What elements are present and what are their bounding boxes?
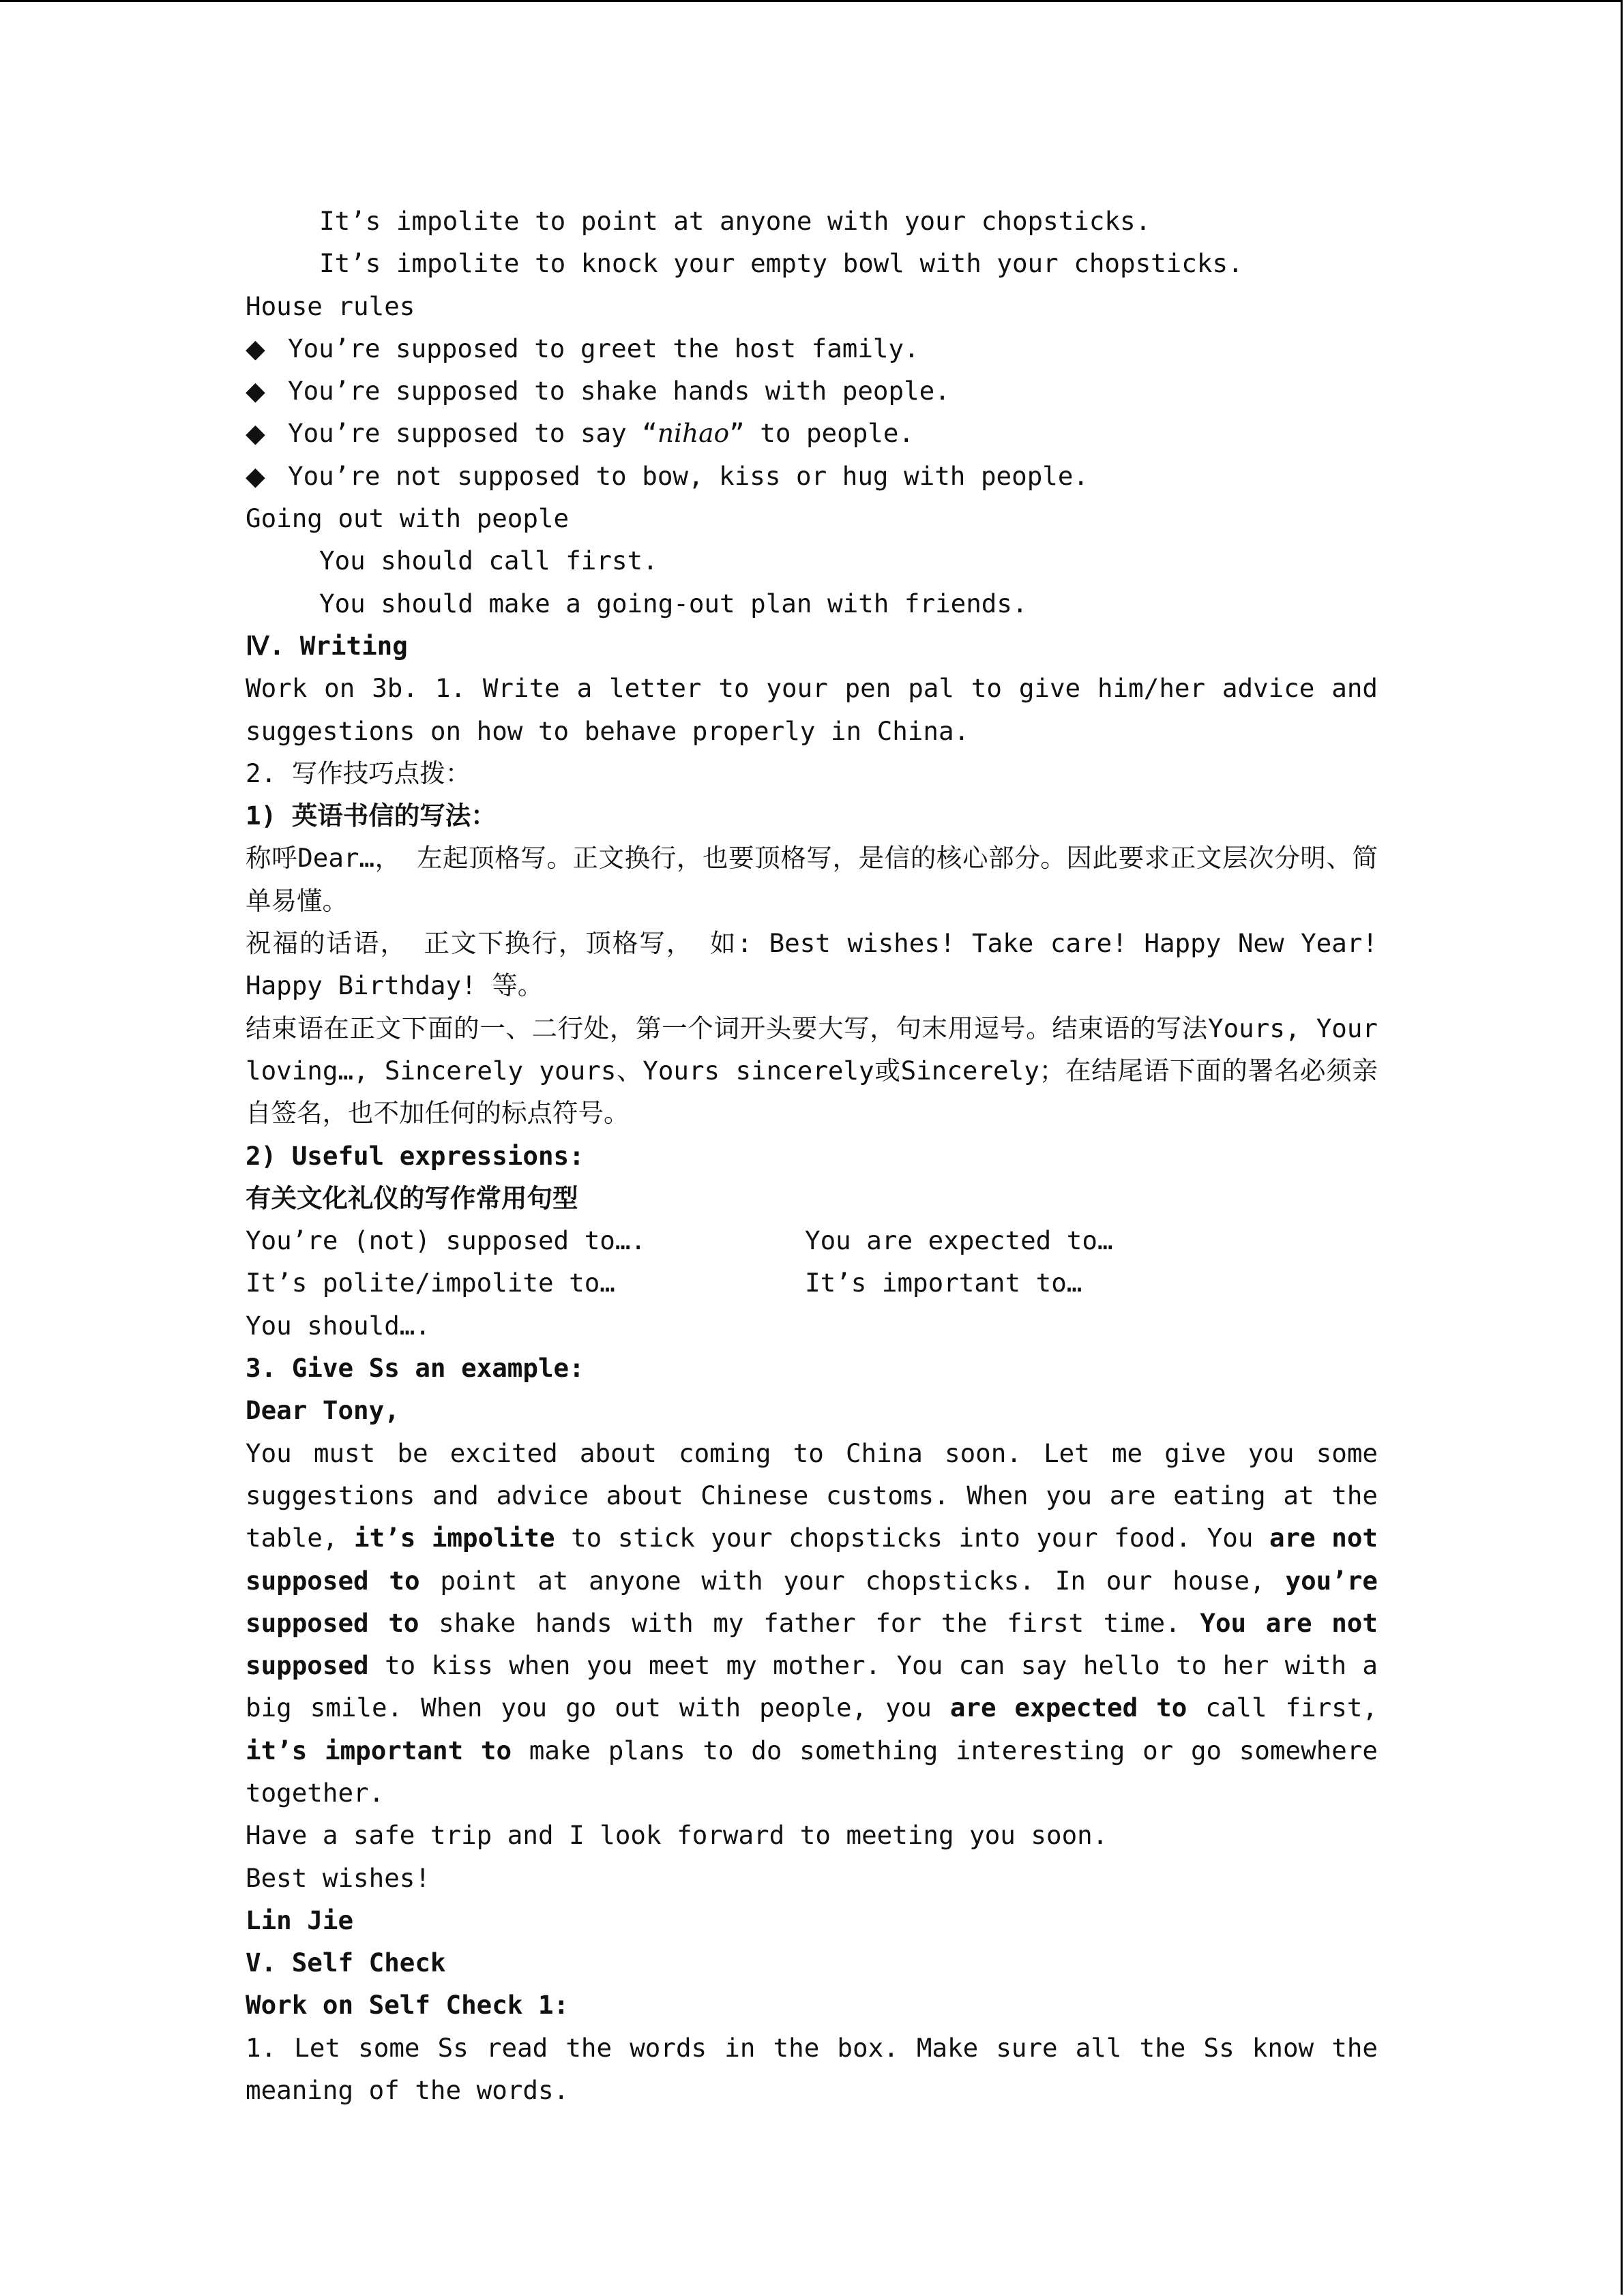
bullet-line: It’s impolite to point at anyone with your chopsticks.: [319, 206, 1151, 236]
paragraph: 称呼Dear…， 左起顶格写。正文换行，也要顶格写，是信的核心部分。因此要求正文层次分明、简单易懂。: [246, 843, 1378, 916]
paragraph: 2. 写作技巧点拨：: [246, 758, 471, 788]
subheading: Work on Self Check 1:: [246, 1990, 570, 2021]
paragraph: 结束语在正文下面的一、二行处，第一个词开头要大写，句末用逗号。结束语的写法Yours, Your loving…, Sincerely yours、Yours sincerely或Sincerely；在结尾语下面的署名必须亲自签名，也不加任何的标点符号。: [246, 1013, 1378, 1129]
diamond-bullet-icon: ◆: [246, 333, 265, 363]
bullet-line: It’s impolite to knock your empty bowl with your chopsticks.: [319, 248, 1243, 279]
letter-closing-line: Have a safe trip and I look forward to meeting you soon.: [246, 1820, 1108, 1851]
bullet-line: ◆ You’re supposed to shake hands with people.: [246, 370, 1378, 412]
subheading: 有关文化礼仪的写作常用句型: [246, 1182, 578, 1213]
bullet-line: ◆ You’re not supposed to bow, kiss or hug with people.: [246, 455, 1378, 497]
letter-closing: Best wishes!: [246, 1862, 430, 1893]
expression-line: You should….: [246, 1310, 430, 1341]
expression-row: It’s polite/impolite to… It’s important to…: [246, 1268, 1082, 1298]
subheading: 2) Useful expressions:: [246, 1140, 585, 1171]
paragraph: Work on 3b. 1. Write a letter to your pen pal to give him/her advice and suggestions on how to behave properly in China.: [246, 673, 1378, 746]
bullet-line: ◆ You’re supposed to say “nihao” to people.: [246, 412, 1378, 454]
letter-salutation: Dear Tony,: [246, 1395, 400, 1426]
heading-writing: Ⅳ. Writing: [246, 630, 408, 661]
expression-row: You’re (not) supposed to…. You are expected to…: [246, 1225, 1113, 1256]
letter-body: You must be excited about coming to China soon. Let me give you some suggestions and advice about Chinese customs. When you are eating at the table, it’s impolite to stick your chopsticks into your food. You are not supposed to point at anyone with your chopsticks. In our house, you’re supposed to shake hands with my father for the first time. You are not supposed to kiss when you meet my mother. You can say hello to her with a big smile. When you go out with people, you are expected to call first, it’s important to make plans to do something interesting or go somewhere together.: [246, 1437, 1378, 1808]
document-body: [246, 200, 1378, 2111]
section-label-house-rules: House rules: [246, 290, 415, 321]
heading-self-check: V. Self Check: [246, 1948, 446, 1978]
bullet-line: You should make a going-out plan with friends.: [319, 588, 1028, 618]
subheading: 1) 英语书信的写法：: [246, 801, 497, 831]
letter-signature: Lin Jie: [246, 1905, 354, 1935]
paragraph: 1. Let some Ss read the words in the box. Make sure all the Ss know the meaning of the words.: [246, 2032, 1378, 2106]
bullet-line: You should call first.: [319, 546, 658, 576]
bullet-line: ◆ You’re supposed to greet the host family.: [246, 327, 1378, 370]
diamond-bullet-icon: ◆: [246, 460, 265, 491]
subheading: 3. Give Ss an example:: [246, 1353, 585, 1384]
diamond-bullet-icon: ◆: [246, 418, 265, 449]
diamond-bullet-icon: ◆: [246, 376, 265, 406]
section-label-going-out: Going out with people: [246, 503, 570, 534]
paragraph: 祝福的话语， 正文下换行，顶格写， 如: Best wishes! Take care! Happy New Year! Happy Birthday! 等。: [246, 928, 1378, 1001]
